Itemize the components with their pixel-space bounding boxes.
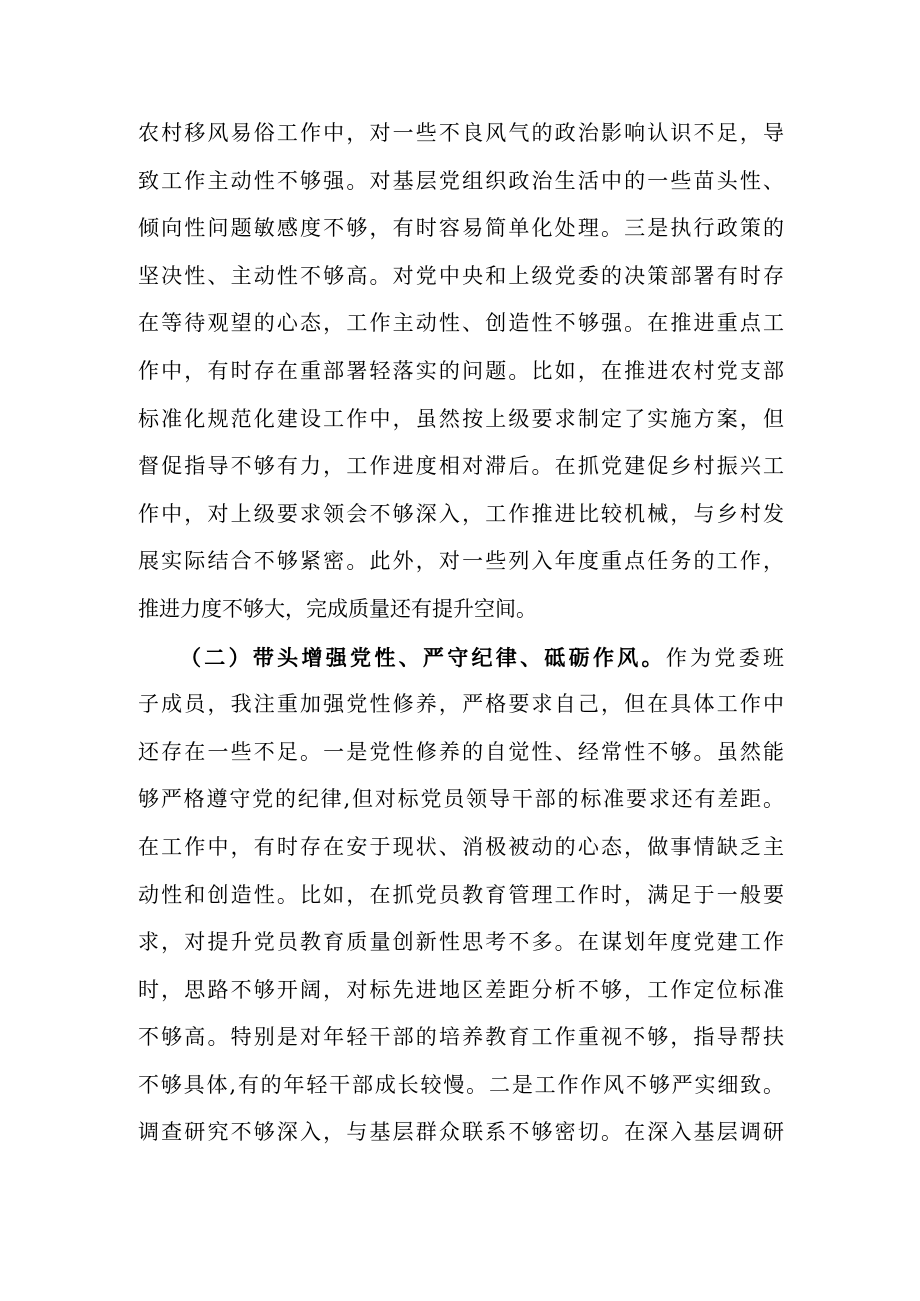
- text-line: 致工作主动性不够强。对基层党组织政治生活中的一些苗头性、: [138, 168, 784, 193]
- text-line: 子成员，我注重加强党性修养，严格要求自己，但在具体工作中: [138, 692, 784, 717]
- text-line: 推进力度不够大，完成质量还有提升空间。: [138, 596, 537, 621]
- text-line: 督促指导不够有力，工作进度相对滞后。在抓党建促乡村振兴工: [138, 454, 784, 479]
- text-line: 还存在一些不足。一是党性修养的自觉性、经常性不够。虽然能: [138, 739, 784, 764]
- text-line: 在等待观望的心态，工作主动性、创造性不够强。在推进重点工: [138, 311, 784, 336]
- text-line: 够严格遵守党的纪律,但对标党员领导干部的标准要求还有差距。: [138, 787, 784, 812]
- text-line: 作中，有时存在重部署轻落实的问题。比如，在推进农村党支部: [138, 358, 784, 383]
- section-heading-line: [138, 634, 784, 682]
- text-line: 不够高。特别是对年轻干部的培养教育工作重视不够，指导帮扶: [138, 1025, 784, 1050]
- text-line: 农村移风易俗工作中，对一些不良风气的政治影响认识不足，导: [138, 121, 784, 145]
- heading-line-text: 作为党委班: [665, 645, 784, 670]
- text-line: 作中，对上级要求领会不够深入，工作推进比较机械，与乡村发: [138, 501, 784, 526]
- text-line: 标准化规范化建设工作中，虽然按上级要求制定了实施方案，但: [138, 406, 784, 431]
- text-line: 在工作中，有时存在安于现状、消极被动的心态，做事情缺乏主: [138, 834, 784, 859]
- text-line: 坚决性、主动性不够高。对党中央和上级党委的决策部署有时存: [138, 263, 784, 288]
- document-body: [138, 110, 784, 1157]
- text-line: 动性和创造性。比如，在抓党员教育管理工作时，满足于一般要: [138, 882, 784, 907]
- text-line: 时，思路不够开阔，对标先进地区差距分析不够，工作定位标准: [138, 977, 784, 1002]
- text-line: 调查研究不够深入，与基层群众联系不够密切。在深入基层调研: [138, 1120, 784, 1145]
- text-line: 不够具体,有的年轻干部成长较慢。二是工作作风不够严实细致。: [138, 1072, 784, 1097]
- text-line: 倾向性问题敏感度不够，有时容易简单化处理。三是执行政策的: [138, 216, 784, 241]
- text-line: 求，对提升党员教育质量创新性思考不多。在谋划年度党建工作: [138, 930, 784, 955]
- section-heading: （二）带头增强党性、严守纪律、砥砺作风。: [180, 644, 666, 670]
- text-line: 展实际结合不够紧密。此外，对一些列入年度重点任务的工作，: [138, 549, 784, 574]
